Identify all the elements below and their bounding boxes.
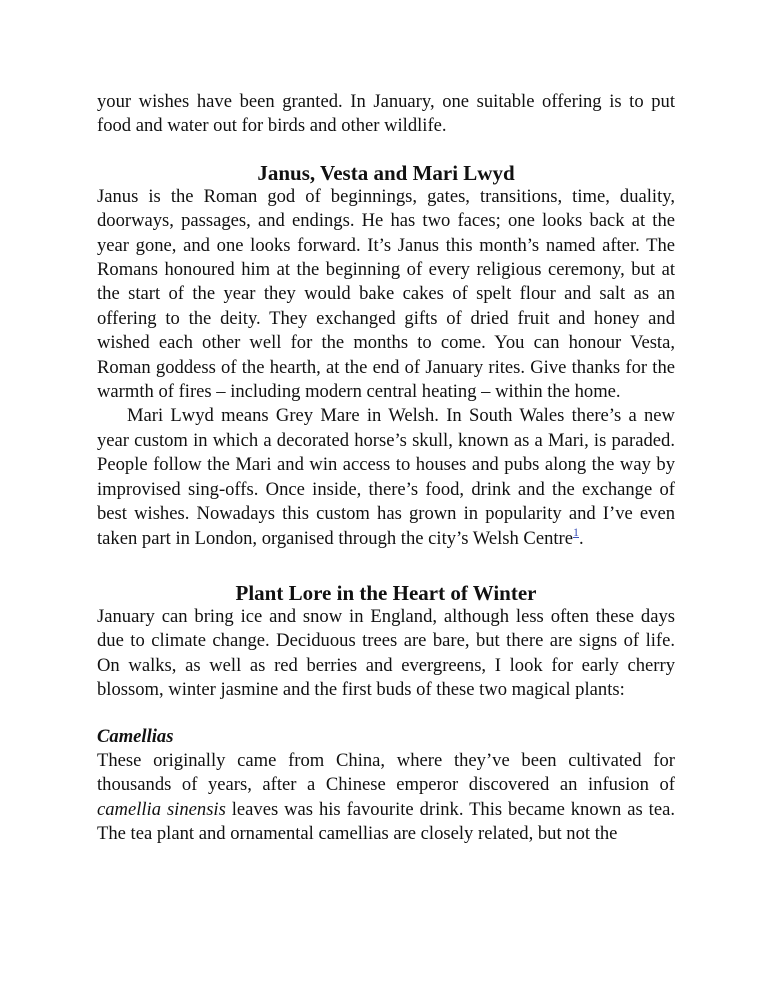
plant-lore-paragraph: January can bring ice and snow in England, although less often these days due to climate change. Deciduous trees are bare, but there are signs of life. On walks, as well as red berries and evergreens, I look for early cherry blossom, winter jasmine and the first buds of these two magical plants: bbox=[97, 605, 675, 701]
janus-paragraph: Janus is the Roman god of beginnings, gates, transitions, time, duality, doorways, passages, and endings. He has two faces; one looks back at the year gone, and one looks forward. It’s Janus this month’s named after. The Romans honoured him at the beginning of every religious ceremony, but at the start of the year they would bake cakes of spelt flour and salt as an offering to the deity. They exchanged gifts of dried fruit and honey and wished each other well for the months to come. You can honour Vesta, Roman goddess of the hearth, at the end of January rites. Give thanks for the warmth of fires – including modern central heating – within the home. bbox=[97, 185, 675, 403]
document-page bbox=[97, 90, 675, 847]
camellias-paragraph bbox=[97, 749, 675, 847]
heading-plant-lore: Plant Lore in the Heart of Winter bbox=[235, 580, 537, 605]
camellias-text-b: leaves was his favourite drink. This became known as tea. The tea plant and ornamental camellias are closely related, but not the bbox=[97, 798, 675, 845]
subheading-camellias: Camellias bbox=[97, 725, 174, 747]
camellias-text-a: These originally came from China, where they’ve been cultivated for thousands of years, after a Chinese emperor discovered an infusion of bbox=[97, 749, 675, 796]
mari-lwyd-paragraph bbox=[97, 404, 675, 550]
camellia-sinensis-term: camellia sinensis bbox=[97, 798, 226, 820]
intro-paragraph: your wishes have been granted. In January, one suitable offering is to put food and water out for birds and other wildlife. bbox=[97, 91, 675, 137]
mari-lwyd-end: . bbox=[579, 527, 584, 549]
heading-janus-vesta-mari-lwyd: Janus, Vesta and Mari Lwyd bbox=[257, 160, 515, 185]
mari-lwyd-text: Mari Lwyd means Grey Mare in Welsh. In South Wales there’s a new year custom in which a decorated horse’s skull, known as a Mari, is paraded. People follow the Mari and win access to houses and pubs along the way by improvised sing-offs. Once inside, there’s food, drink and the exchange of best wishes. Nowadays this custom has grown in popularity and I’ve even taken part in London, organised through the city’s Welsh Centre bbox=[97, 405, 675, 549]
footnote-link[interactable]: 1 bbox=[573, 525, 579, 540]
